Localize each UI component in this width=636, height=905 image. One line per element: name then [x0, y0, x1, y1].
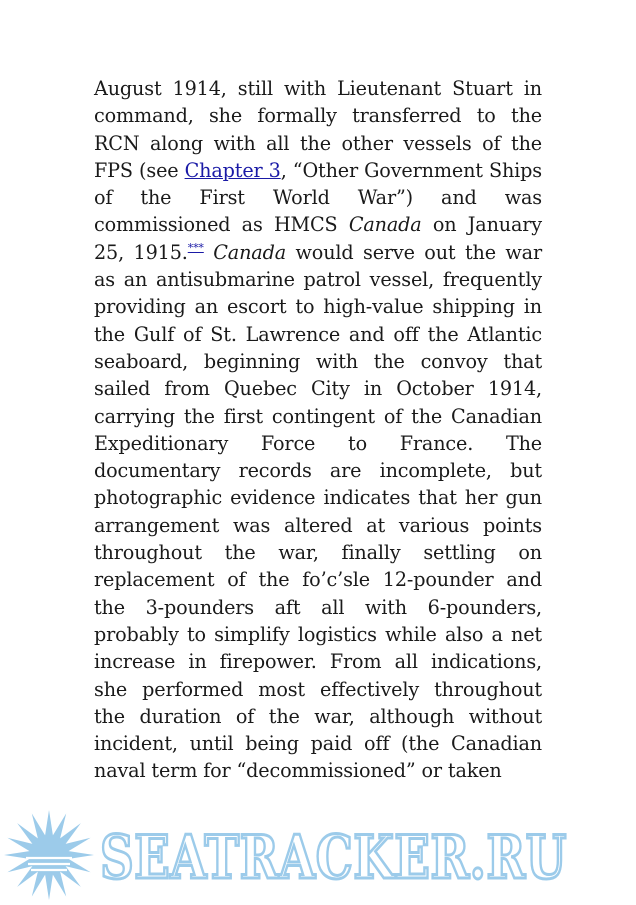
ship-name: Canada	[348, 213, 422, 237]
paragraph-text-1: August 1914, still with Lieutenant Stuart in command, she formally transferred to the RCN along with all the other vessels of the FPS (see	[94, 77, 542, 182]
paragraph-text-3: on January 25, 1915.	[94, 213, 542, 264]
paragraph-text-4: would serve out the war as an antisubmarine patrol vessel, frequently providing an escort to high-value shipping in the Gulf of St. Lawrence and off the Atlantic seaboard, beginning with the convoy that sailed from Quebec City in October 1914, carrying the first contingent of the Canadian Expeditionary Force to France. The documentary records are incomplete, but photographic evidence indicates that her gun arrangement was altered at various points throughout the war, finally settling on replacement of the fo’c’sle 12-pounder and the 3-pounders aft all with 6-pounders, probably to simplify logistics while also a net increase in firepower. From all indications, she performed most effectively throughout the duration of the war, although without incident, until being paid off (the Canadian naval term for “decommissioned” or taken	[94, 240, 542, 783]
footnote-link[interactable]: ***	[187, 241, 204, 255]
body-paragraph	[94, 75, 542, 785]
ship-name-2: Canada	[213, 240, 287, 264]
watermark-text: SEATRACKER.RU	[100, 823, 567, 893]
chapter-3-link[interactable]: Chapter 3	[184, 158, 281, 182]
paragraph-text-2: , “Other Government Ships of the First World War”) and was commissioned as HMCS	[94, 158, 542, 237]
sun-logo-icon	[2, 808, 96, 902]
